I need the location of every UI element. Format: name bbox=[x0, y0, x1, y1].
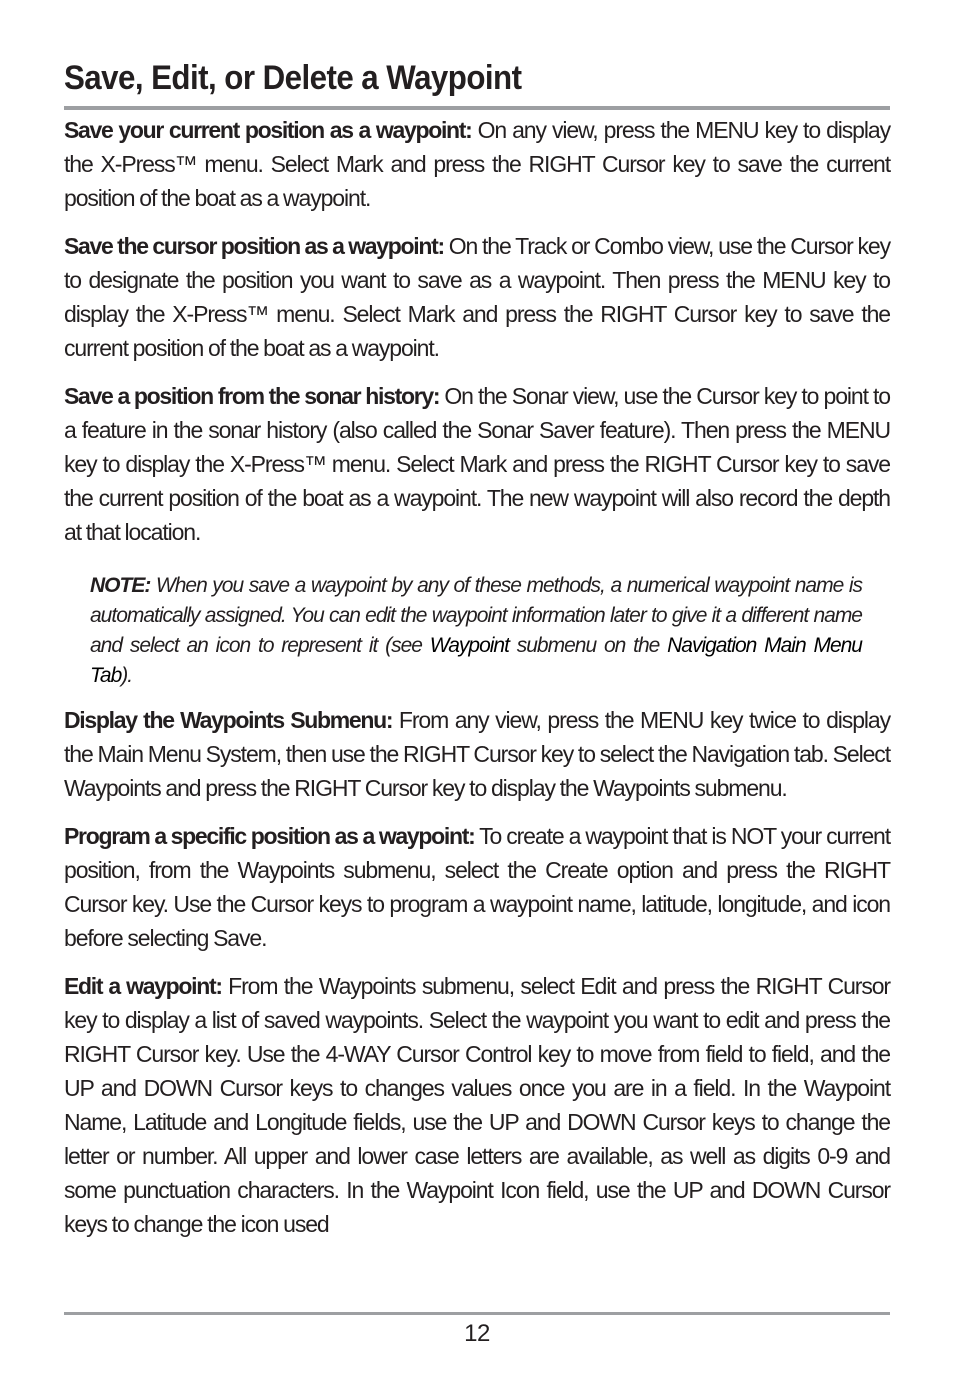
paragraph-heading: Program a specific position as a waypoint: bbox=[64, 823, 475, 849]
paragraph-heading: Save a position from the sonar history: bbox=[64, 383, 440, 409]
paragraph-display-waypoints-submenu bbox=[64, 703, 890, 805]
manual-page bbox=[64, 0, 890, 1378]
paragraph-text: To create a waypoint that is NOT your current position, from the Waypoints submenu, select the Create option and press the RIGHT Cursor key. Use the Cursor keys to program a waypoint name, latitude, longitude, and icon before selecting Save. bbox=[64, 823, 890, 951]
paragraph-text: From any view, press the MENU key twice to display the Main Menu System, then use the RIGHT Cursor key to select the Navigation tab. Select Waypoints and press the RIGHT Cursor key to display the Waypoints submenu. bbox=[64, 707, 890, 801]
paragraph-save-sonar-history bbox=[64, 379, 890, 549]
paragraph-text: On the Sonar view, use the Cursor key to point to a feature in the sonar history (also called the Sonar Saver feature). Then press the MENU key to display the X-Press™ menu. Select Mark and press the RIGHT Cursor key to save the current position of the boat as a waypoint. The new waypoint will also record the depth at that location. bbox=[64, 383, 890, 545]
page-title: Save, Edit, or Delete a Waypoint bbox=[64, 59, 522, 97]
paragraph-text: On any view, press the MENU key to display the X-Press™ menu. Select Mark and press the RIGHT Cursor key to save the current position of the boat as a waypoint. bbox=[64, 117, 890, 211]
note-text: submenu on the bbox=[508, 634, 668, 657]
paragraph-save-current-position bbox=[64, 113, 890, 215]
note-label: NOTE: bbox=[90, 574, 151, 597]
note-reference-navigation-tab: Navigation Main Menu Tab bbox=[90, 634, 862, 687]
paragraph-text: From the Waypoints submenu, select Edit and press the RIGHT Cursor key to display a list of saved waypoints. Select the waypoint you want to edit and press the RIGHT Cursor key. Use the 4-WAY Cursor Control key to move from field to field, and the UP and DOWN Cursor keys to changes values once you are in a field. In the Waypoint Name, Latitude and Longitude fields, use the UP and DOWN Cursor keys to change the letter or number. All upper and lower case letters are available, as well as digits 0-9 and some punctuation characters. In the Waypoint Icon field, use the UP and DOWN Cursor keys to change the icon used bbox=[64, 973, 890, 1237]
footer-divider bbox=[64, 1312, 890, 1315]
page-body bbox=[64, 113, 890, 1255]
note-text: ). bbox=[121, 664, 133, 687]
paragraph-heading: Display the Waypoints Submenu: bbox=[64, 707, 393, 733]
paragraph-save-cursor-position bbox=[64, 229, 890, 365]
note-block bbox=[90, 571, 862, 691]
paragraph-heading: Edit a waypoint: bbox=[64, 973, 222, 999]
paragraph-text: On the Track or Combo view, use the Cursor key to designate the position you want to save as a waypoint. Then press the MENU key to display the X-Press™ menu. Select Mark and press the RIGHT Cursor key to save the current position of the boat as a waypoint. bbox=[64, 233, 890, 361]
paragraph-heading: Save your current position as a waypoint: bbox=[64, 117, 472, 143]
paragraph-edit-waypoint bbox=[64, 969, 890, 1241]
paragraph-heading: Save the cursor position as a waypoint: bbox=[64, 233, 444, 259]
note-reference-waypoint: Waypoint bbox=[429, 634, 509, 657]
note-text: When you save a waypoint by any of these methods, a numerical waypoint name is automatically assigned. You can edit the waypoint information later to give it a different name and select an icon to represent it (see bbox=[90, 574, 862, 657]
paragraph-program-position bbox=[64, 819, 890, 955]
page-number: 12 bbox=[464, 1320, 490, 1347]
title-divider bbox=[64, 106, 890, 110]
